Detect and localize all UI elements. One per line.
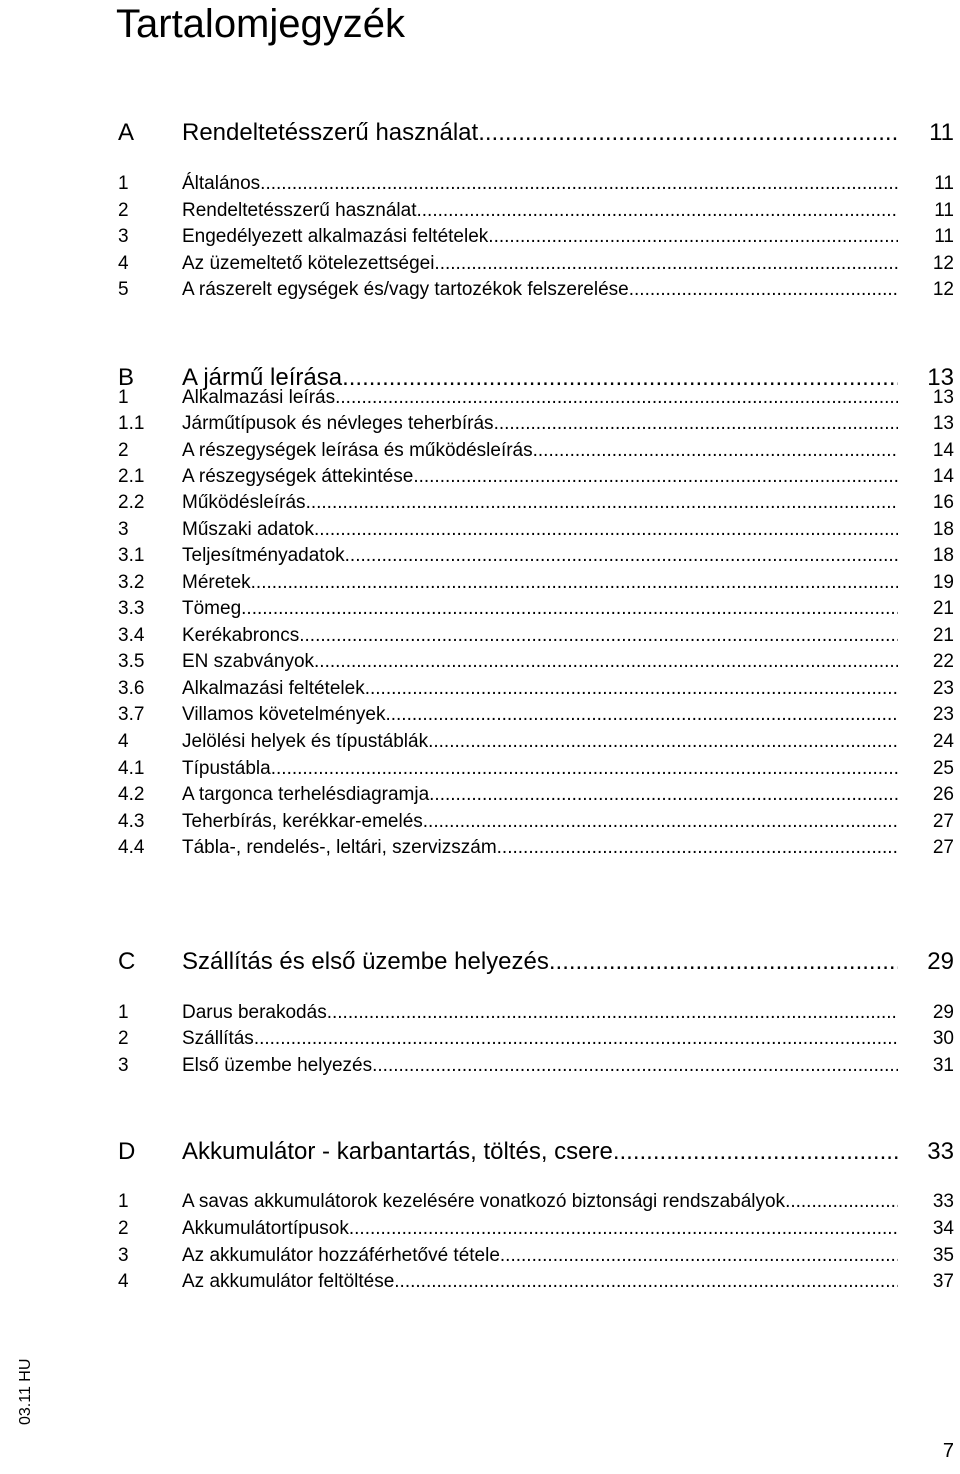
toc-entry-page: 27	[932, 811, 954, 832]
toc-entry-page: 12	[932, 253, 954, 274]
toc-entry-number: 3	[118, 519, 129, 540]
toc-entry-main	[182, 809, 898, 835]
toc-entry-number: 2.1	[118, 466, 145, 487]
toc-entry-main	[182, 224, 898, 250]
toc-dot-leader	[500, 1243, 898, 1269]
toc-dot-leader	[349, 1216, 898, 1242]
toc-entry-page: 13	[932, 387, 954, 408]
toc-entry-row	[118, 809, 954, 835]
toc-entry-number: 3.5	[118, 651, 145, 672]
toc-entry-number: 3	[118, 226, 129, 247]
toc-entry-title: A részegységek leírása és működésleírás	[182, 440, 533, 461]
toc-entry-number: 4	[118, 253, 129, 274]
toc-entry-number: 3.6	[118, 678, 145, 699]
toc-entry-page: 27	[932, 837, 954, 858]
toc-entry-row	[118, 251, 954, 277]
toc-entry-main	[182, 543, 898, 569]
toc-entry-row	[118, 1269, 954, 1295]
toc-entry-number: 2.2	[118, 492, 145, 513]
toc-entry-page: 21	[932, 625, 954, 646]
toc-entry-title: Az akkumulátor hozzáférhetővé tétele	[182, 1245, 500, 1266]
toc-entry-number: 3	[118, 1055, 129, 1076]
toc-entry-title: Kerékabroncs	[182, 625, 300, 646]
toc-entry-row	[118, 1053, 954, 1079]
toc-entry-page: 11	[934, 200, 954, 221]
toc-dot-leader	[549, 946, 898, 978]
toc-entry-page: 37	[932, 1271, 954, 1292]
toc-entry-page: 13	[932, 413, 954, 434]
toc-entry-number: 1	[118, 387, 129, 408]
toc-entry-page: 18	[932, 545, 954, 566]
toc-dot-leader	[488, 224, 898, 250]
toc-entry-number: 3.7	[118, 704, 145, 725]
toc-entry-page: 23	[932, 678, 954, 699]
toc-entry-row	[118, 596, 954, 622]
toc-entry-main	[182, 1136, 898, 1168]
toc-dot-leader	[429, 782, 898, 808]
toc-entry-page: 12	[932, 279, 954, 300]
toc-dot-leader	[394, 1269, 898, 1295]
toc-entry-row	[118, 464, 954, 490]
toc-entry-main	[182, 1216, 898, 1242]
toc-entry-main	[182, 676, 898, 702]
toc-section-row	[118, 946, 954, 978]
toc-dot-leader	[413, 464, 898, 490]
toc-entry-number: 1	[118, 173, 129, 194]
toc-entry-number: 3.4	[118, 625, 145, 646]
toc-entry-page: 34	[932, 1218, 954, 1239]
toc-entry-main	[182, 1000, 898, 1026]
toc-entry-main	[182, 756, 898, 782]
toc-entry-row	[118, 171, 954, 197]
toc-dot-leader	[423, 809, 898, 835]
toc-entry-page: 24	[932, 731, 954, 752]
toc-entry-main	[182, 251, 898, 277]
toc-entry-main	[182, 117, 898, 149]
toc-entry-number: 4.2	[118, 784, 145, 805]
toc-entry-main	[182, 623, 898, 649]
toc-entry-number: 3.3	[118, 598, 145, 619]
toc-entry-title: A részegységek áttekintése	[182, 466, 414, 487]
toc-dot-leader	[494, 411, 898, 437]
toc-entry-main	[182, 835, 898, 861]
toc-dot-leader	[613, 1136, 898, 1168]
toc-entry-page: 31	[932, 1055, 954, 1076]
toc-dot-leader	[365, 676, 898, 702]
toc-entry-number: 4.4	[118, 837, 145, 858]
toc-dot-leader	[260, 171, 898, 197]
toc-entry-title: Az akkumulátor feltöltése	[182, 1271, 395, 1292]
toc-entry-row	[118, 676, 954, 702]
toc-entry-main	[182, 490, 898, 516]
toc-entry-row	[118, 1243, 954, 1269]
toc-entry-title: Tábla-, rendelés-, leltári, szervizszám	[182, 837, 497, 858]
toc-entry-main	[182, 198, 898, 224]
toc-entry-title: Első üzembe helyezés	[182, 1055, 373, 1076]
toc-entry-row	[118, 1026, 954, 1052]
toc-entry-main	[182, 517, 898, 543]
toc-dot-leader	[416, 198, 898, 224]
toc-entry-page: 30	[932, 1028, 954, 1049]
toc-dot-leader	[345, 543, 898, 569]
toc-entry-main	[182, 729, 898, 755]
toc-entry-title: Járműtípusok és névleges teherbírás	[182, 413, 494, 434]
toc-entry-title: Teljesítményadatok	[182, 545, 345, 566]
toc-entry-title: Alkalmazási feltételek	[182, 678, 365, 699]
toc-entry-page: 33	[932, 1191, 954, 1212]
toc-entry-number: A	[118, 119, 135, 146]
toc-dot-leader	[785, 1189, 898, 1215]
toc-entry-page: 14	[932, 466, 954, 487]
toc-dot-leader	[335, 385, 898, 411]
toc-entry-main	[182, 385, 898, 411]
toc-entry-title: A targonca terhelésdiagramja	[182, 784, 430, 805]
toc-dot-leader	[299, 623, 898, 649]
toc-entry-main	[182, 438, 898, 464]
toc-entry-number: 1	[118, 1191, 129, 1212]
toc-entry-main	[182, 1269, 898, 1295]
toc-entry-page: 16	[932, 492, 954, 513]
toc-section-row	[118, 117, 954, 149]
toc-entry-main	[182, 782, 898, 808]
toc-entry-number: B	[118, 364, 135, 391]
toc-entry-row	[118, 649, 954, 675]
toc-entry-page: 19	[932, 572, 954, 593]
toc-entry-main	[182, 702, 898, 728]
toc-entry-row	[118, 570, 954, 596]
toc-entry-page: 29	[932, 1002, 954, 1023]
toc-entry-row	[118, 411, 954, 437]
toc-entry-title: Típustábla	[182, 758, 271, 779]
toc-entry-page: 14	[932, 440, 954, 461]
toc-entry-title: Alkalmazási leírás	[182, 387, 336, 408]
toc-entry-main	[182, 570, 898, 596]
toc-dot-leader	[478, 117, 898, 149]
toc-entry-number: 4	[118, 1271, 129, 1292]
toc-entry-number: 2	[118, 200, 129, 221]
toc-dot-leader	[629, 277, 898, 303]
toc-entry-title: Villamos követelmények	[182, 704, 386, 725]
toc-entry-number: 2	[118, 1028, 129, 1049]
toc-entry-number: 2	[118, 440, 129, 461]
toc-entry-title: Szállítás és első üzembe helyezés	[182, 948, 549, 975]
toc-entry-main	[182, 171, 898, 197]
toc-entry-row	[118, 1000, 954, 1026]
toc-dot-leader	[372, 1053, 898, 1079]
toc-entry-title: Tömeg	[182, 598, 242, 619]
toc-entry-row	[118, 729, 954, 755]
toc-entry-title: A savas akkumulátorok kezelésére vonatkozó biztonsági rendszabályok	[182, 1191, 786, 1212]
toc-dot-leader	[306, 490, 898, 516]
toc-entry-row	[118, 782, 954, 808]
toc-entry-row	[118, 835, 954, 861]
toc-entry-number: 4.3	[118, 811, 145, 832]
toc-entry-row	[118, 517, 954, 543]
document-code: 03.11 HU	[17, 1358, 34, 1425]
toc-entry-main	[182, 596, 898, 622]
toc-entry-title: A jármű leírása	[182, 364, 343, 391]
toc-entry-title: EN szabványok	[182, 651, 315, 672]
toc-entry-title: Rendeltetésszerű használat	[182, 119, 479, 146]
toc-entry-title: Szállítás	[182, 1028, 254, 1049]
toc-dot-leader	[385, 702, 898, 728]
toc-entry-row	[118, 756, 954, 782]
toc-entry-main	[182, 277, 898, 303]
toc-dot-leader	[428, 729, 898, 755]
toc-entry-page: 29	[927, 948, 954, 975]
toc-dot-leader	[434, 251, 898, 277]
toc-entry-title: Műszaki adatok	[182, 519, 315, 540]
toc-entry-title: Akkumulátortípusok	[182, 1218, 349, 1239]
toc-entry-row	[118, 702, 954, 728]
toc-entry-page: 13	[927, 364, 954, 391]
toc-dot-leader	[254, 1026, 898, 1052]
toc-entry-page: 23	[932, 704, 954, 725]
toc-entry-title: Működésleírás	[182, 492, 306, 513]
toc-dot-leader	[533, 438, 898, 464]
toc-entry-main	[182, 946, 898, 978]
toc-entry-page: 11	[934, 173, 954, 194]
toc-entry-number: D	[118, 1138, 136, 1165]
toc-dot-leader	[271, 756, 898, 782]
toc-entry-title: Engedélyezett alkalmazási feltételek	[182, 226, 489, 247]
toc-entry-page: 22	[932, 651, 954, 672]
toc-entry-title: Méretek	[182, 572, 251, 593]
toc-entry-row	[118, 543, 954, 569]
toc-dot-leader	[241, 596, 898, 622]
toc-entry-main	[182, 411, 898, 437]
toc-entry-row	[118, 438, 954, 464]
toc-entry-number: 4.1	[118, 758, 145, 779]
toc-entry-page: 26	[932, 784, 954, 805]
toc-entry-title: Darus berakodás	[182, 1002, 327, 1023]
toc-entry-row	[118, 490, 954, 516]
toc-dot-leader	[497, 835, 898, 861]
toc-entry-title: A rászerelt egységek és/vagy tartozékok felszerelése	[182, 279, 629, 300]
toc-entry-number: 1	[118, 1002, 129, 1023]
toc-dot-leader	[327, 1000, 898, 1026]
toc-entry-number: 3	[118, 1245, 129, 1266]
toc-entry-row	[118, 198, 954, 224]
toc-entry-page: 11	[929, 119, 954, 146]
toc-entry-number: 5	[118, 279, 129, 300]
toc-entry-row	[118, 623, 954, 649]
toc-entry-number: 4	[118, 731, 129, 752]
toc-entry-number: C	[118, 948, 136, 975]
toc-entry-page: 25	[932, 758, 954, 779]
toc-entry-main	[182, 1026, 898, 1052]
toc-entry-main	[182, 1189, 898, 1215]
toc-entry-page: 21	[932, 598, 954, 619]
toc-entry-title: Általános	[182, 173, 261, 194]
toc-entry-number: 3.2	[118, 572, 145, 593]
toc-entry-row	[118, 1216, 954, 1242]
toc-section-row	[118, 1136, 954, 1168]
toc-entry-main	[182, 1243, 898, 1269]
page-title: Tartalomjegyzék	[116, 2, 406, 46]
toc-entry-main	[182, 464, 898, 490]
toc-entry-number: 2	[118, 1218, 129, 1239]
toc-entry-title: Az üzemeltető kötelezettségei	[182, 253, 435, 274]
toc-entry-page: 33	[927, 1138, 954, 1165]
toc-entry-title: Teherbírás, kerékkar-emelés	[182, 811, 423, 832]
toc-entry-row	[118, 1189, 954, 1215]
page-number: 7	[942, 1440, 954, 1462]
toc-dot-leader	[251, 570, 898, 596]
toc-entry-title: Jelölési helyek és típustáblák	[182, 731, 429, 752]
toc-entry-page: 18	[932, 519, 954, 540]
toc-dot-leader	[314, 517, 898, 543]
toc-entry-page: 11	[934, 226, 954, 247]
toc-entry-row	[118, 277, 954, 303]
toc-entry-row	[118, 224, 954, 250]
toc-entry-title: Akkumulátor - karbantartás, töltés, csere	[182, 1138, 613, 1165]
toc-entry-number: 1.1	[118, 413, 145, 434]
toc-entry-main	[182, 1053, 898, 1079]
toc-dot-leader	[314, 649, 898, 675]
toc-entry-number: 3.1	[118, 545, 145, 566]
toc-entry-main	[182, 649, 898, 675]
toc-entry-row	[118, 385, 954, 411]
toc-entry-page: 35	[932, 1245, 954, 1266]
toc-entry-title: Rendeltetésszerű használat	[182, 200, 417, 221]
